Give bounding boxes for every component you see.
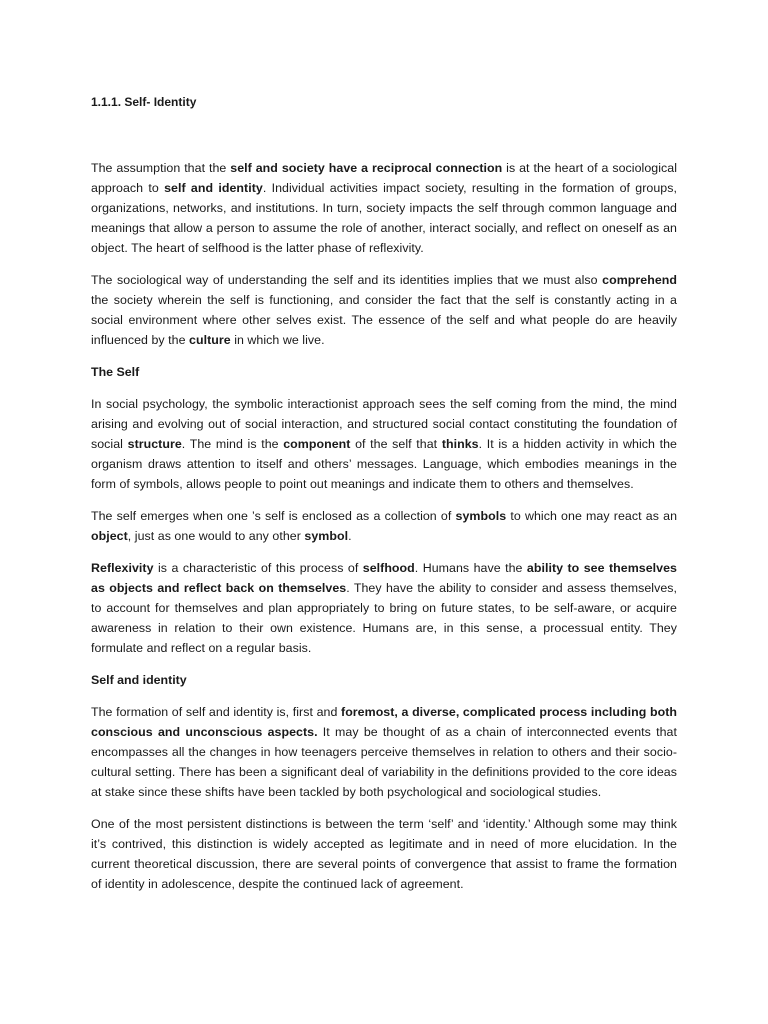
text-run: . Individual activities impact society, resulting in the formation of groups, organizations, networks, and institutions. In turn, society impacts the self through common language and meanings that allow a person to assume the role of another, interact socially, and reflect on oneself as an object. The heart of selfhood is the latter phase of reflexivity. [91,181,677,255]
bold-text-run: comprehend [602,273,677,287]
bold-text-run: culture [189,333,231,347]
bold-text-run: self and society have a reciprocal connection [230,161,503,175]
text-run: In social psychology, the symbolic interactionist approach sees the self coming from the mind, the mind arising and evolving out of social interaction, and structured social contact constituting the foundation of social [91,397,677,451]
text-run: , just as one would to any other [127,529,305,543]
paragraph-2 [91,270,677,350]
heading-the-self: The Self [91,365,140,379]
paragraph-5 [91,558,677,658]
paragraph-7 [91,814,677,894]
text-run: It may be thought of as a chain of interconnected events that encompasses all the changes in how teenagers perceive themselves in relation to others and their socio-cultural setting. There has been a significant deal of variability in the definitions provided to the core ideas at stake since these shifts have been tackled by both psychological and sociological studies. [91,725,677,799]
text-run: The assumption that the [91,161,231,175]
bold-text-run: self and identity [164,181,263,195]
text-run: One of the most persistent distinctions is between the term ‘self’ and ‘identity.’ Although some may think it’s contrived, this distinction is widely accepted as legitimate and in need of more elucidation. In the current theoretical discussion, there are several points of convergence that assist to frame the formation of identity in adolescence, despite the continued lack of agreement. [91,817,677,891]
bold-text-run: symbol [304,529,349,543]
paragraph-1 [91,158,677,258]
bold-text-run: ability to see themselves as objects and reflect back on themselves [91,561,677,595]
heading-self-and-identity: Self and identity [91,673,187,687]
bold-text-run: component [283,437,351,451]
bold-text-run: symbols [455,509,507,523]
text-run: of the self that [350,437,442,451]
text-run: . It is a hidden activity in which the organism draws attention to itself and others’ messages. Language, which embodies meanings in the form of symbols, allows people to point out meanings and indicate them to others and themselves. [91,437,677,491]
bold-text-run: object [91,529,128,543]
text-run: The self emerges when one ’s self is enclosed as a collection of [91,509,456,523]
bold-text-run: structure [127,437,182,451]
text-run: The formation of self and identity is, first and [91,705,342,719]
bold-text-run: Reflexivity [91,561,154,575]
bold-text-run: thinks [441,437,479,451]
paragraph-6 [91,702,677,802]
text-run: . Humans have the [414,561,527,575]
text-run: The sociological way of understanding the self and its identities implies that we must also [91,273,603,287]
text-run: . [348,529,352,543]
section-title: 1.1.1. Self- Identity [91,95,197,109]
bold-text-run: selfhood [362,561,415,575]
bold-text-run: foremost, a diverse, complicated process including both conscious and unconscious aspects. [91,705,677,739]
text-run: is at the heart of a sociological approach to [91,161,678,195]
paragraph-3 [91,394,677,494]
text-run: . The mind is the [181,437,284,451]
text-run: . They have the ability to consider and assess themselves, to account for themselves and plan appropriately to bring on future states, to be self-aware, or acquire awareness in relation to their own existence. Humans are, in this sense, a processual entity. They formulate and reflect on a regular basis. [91,581,677,655]
text-run: the society wherein the self is functioning, and consider the fact that the self is constantly acting in a social environment where other selves exist. The essence of the self and what people do are heavily influenced by the [91,293,677,347]
text-run: to which one may react as an [506,509,678,523]
text-run: in which we live. [230,333,325,347]
text-run: is a characteristic of this process of [153,561,363,575]
paragraph-4 [91,506,677,546]
